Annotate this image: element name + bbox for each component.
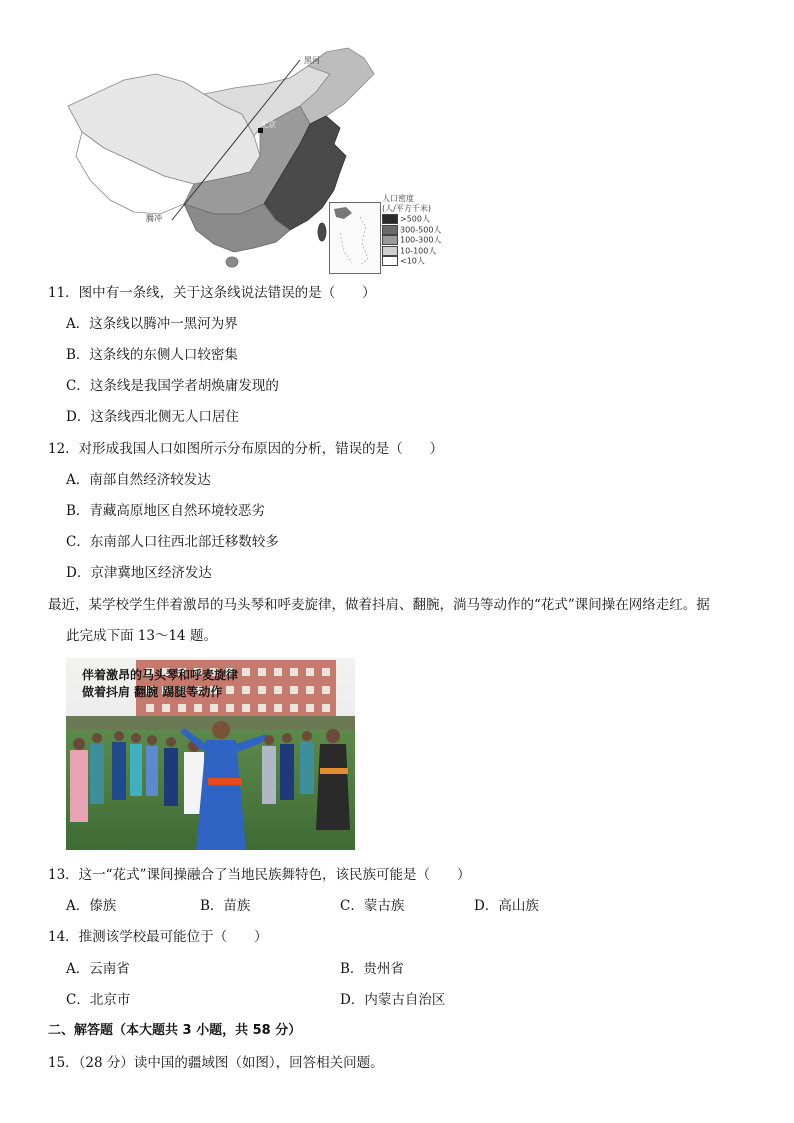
q12-option-a: A．南部自然经济较发达	[66, 472, 211, 488]
legend-swatch	[382, 235, 398, 245]
q11-option-b: B．这条线的东侧人口较密集	[66, 347, 238, 363]
intro-line-1: 最近，某学校学生伴着激昂的马头琴和呼麦旋律，做着抖肩、翻腕，淌马等动作的“花式”课间操在网络走红。据	[48, 597, 710, 613]
legend-title: 人口密度	[382, 194, 414, 203]
q11-stem: 11．图中有一条线，关于这条线说法错误的是（ ）	[48, 285, 376, 301]
q15-stem: 15．（28 分）读中国的疆域图（如图），回答相关问题。	[48, 1055, 384, 1071]
q12-option-b: B．青藏高原地区自然环境较恶劣	[66, 503, 265, 519]
photo-caption-line-1: 伴着激昂的马头琴和呼麦旋律	[82, 668, 239, 682]
section-2-title: 二、解答题（本大题共 3 小题，共 58 分）	[48, 1023, 302, 1038]
map-region-hainan	[226, 257, 238, 267]
q13-option-b: B．苗族	[200, 898, 251, 914]
map-label-beijing: 北京	[260, 120, 276, 129]
legend-swatch	[382, 225, 398, 235]
map-legend	[382, 194, 462, 267]
q14-option-b: B．贵州省	[340, 961, 404, 977]
legend-item: 300-500人	[382, 225, 462, 236]
q13-option-a: A．傣族	[66, 898, 117, 914]
q14-stem: 14．推测该学校最可能位于（ ）	[48, 929, 268, 945]
legend-item: >500人	[382, 214, 462, 225]
legend-item: 10-100人	[382, 246, 462, 257]
q12-option-c: C．东南部人口往西北部迁移数较多	[66, 534, 279, 550]
q14-option-a: A．云南省	[66, 961, 130, 977]
legend-item: <10人	[382, 256, 462, 267]
legend-unit: (人/平方千米)	[382, 204, 431, 213]
q11-option-a: A．这条线以腾冲一黑河为界	[66, 316, 238, 332]
q13-option-c: C．蒙古族	[340, 898, 405, 914]
q14-option-d: D．内蒙古自治区	[340, 992, 446, 1008]
q12-stem: 12．对形成我国人口如图所示分布原因的分析，错误的是（ ）	[48, 441, 444, 457]
legend-item: 100-300人	[382, 235, 462, 246]
map-region-taiwan	[318, 223, 326, 241]
dance-photo	[66, 658, 355, 850]
q14-option-c: C．北京市	[66, 992, 131, 1008]
legend-swatch	[382, 214, 398, 224]
q13-option-d: D．高山族	[474, 898, 539, 914]
q12-option-d: D．京津冀地区经济发达	[66, 565, 212, 581]
map-label-heihe: 黑河	[304, 56, 320, 65]
intro-line-2: 此完成下面 13～14 题。	[66, 628, 217, 644]
legend-swatch	[382, 256, 398, 266]
photo-caption-line-2: 做着抖肩 翻腕 踢腿等动作	[82, 685, 223, 699]
south-china-sea-inset	[329, 202, 381, 274]
legend-swatch	[382, 246, 398, 256]
q11-option-d: D．这条线西北侧无人口居住	[66, 409, 239, 425]
map-label-tengchong: 腾冲	[146, 214, 162, 223]
q11-option-c: C．这条线是我国学者胡焕庸发现的	[66, 378, 279, 394]
population-density-map	[64, 44, 464, 276]
q13-stem: 13．这一“花式”课间操融合了当地民族舞特色，该民族可能是（ ）	[48, 867, 471, 883]
